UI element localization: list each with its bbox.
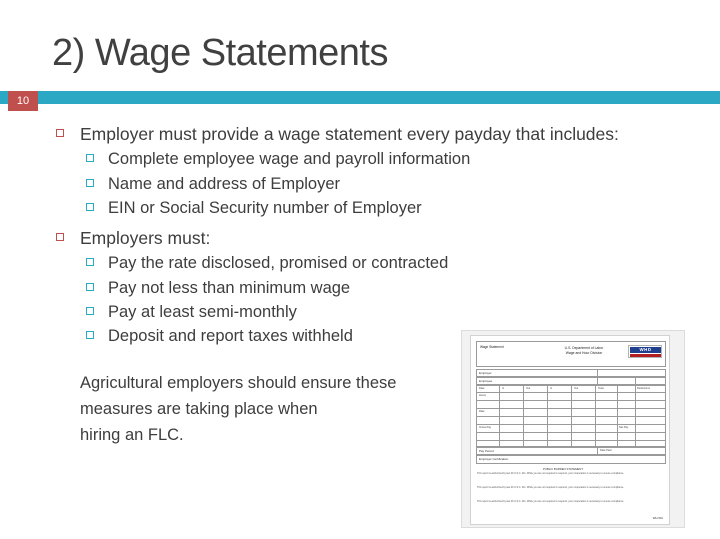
field-label: Employer bbox=[479, 371, 492, 375]
form-page bbox=[470, 335, 670, 525]
bullet-text: Complete employee wage and payroll information bbox=[108, 150, 471, 169]
bullet-level2 bbox=[50, 197, 670, 219]
square-bullet-icon bbox=[86, 258, 94, 266]
bullet-text: Employers must: bbox=[80, 228, 211, 249]
square-bullet-icon bbox=[86, 203, 94, 211]
bullet-level2 bbox=[50, 173, 670, 195]
divider bbox=[499, 386, 500, 446]
closing-line-2: measures are taking place when bbox=[80, 399, 318, 418]
bullet-text: Pay the rate disclosed, promised or contracted bbox=[108, 254, 449, 273]
closing-paragraph bbox=[50, 370, 470, 448]
form-hours-table bbox=[476, 385, 666, 447]
column-header: In bbox=[502, 387, 505, 390]
row-label: Rate bbox=[479, 410, 485, 413]
field-label: Employee bbox=[479, 379, 493, 383]
form-agency bbox=[549, 346, 619, 356]
form-field-employee bbox=[476, 377, 666, 385]
spacer bbox=[50, 221, 670, 228]
divider bbox=[635, 386, 636, 446]
closing-line-1: Agricultural employers should ensure these bbox=[80, 373, 397, 392]
wage-statement-form-image bbox=[462, 331, 684, 527]
bullet-level2 bbox=[50, 148, 670, 170]
slide-number: 10 bbox=[8, 91, 38, 111]
row-label: Hours bbox=[479, 394, 486, 397]
form-field-employer bbox=[476, 369, 666, 377]
square-bullet-icon bbox=[86, 331, 94, 339]
square-bullet-icon bbox=[86, 154, 94, 162]
bullet-level2 bbox=[50, 301, 670, 323]
column-header: Deductions bbox=[637, 387, 650, 390]
column-header: Total bbox=[598, 387, 604, 390]
form-title bbox=[480, 345, 532, 349]
form-header bbox=[476, 341, 666, 367]
form-agency-name: U.S. Department of Labor bbox=[564, 346, 604, 350]
footer-note: This report is authorized by law 29 U.S.C. 211. While you are not required to respond, your cooperation is necessary to ensure compliance. bbox=[477, 472, 625, 475]
bullet-level1 bbox=[50, 124, 670, 145]
divider bbox=[571, 386, 572, 446]
square-bullet-icon bbox=[86, 307, 94, 315]
field-label: Pay Period bbox=[479, 449, 494, 453]
bullet-text: EIN or Social Security number of Employer bbox=[108, 198, 422, 217]
divider bbox=[547, 386, 548, 446]
bullet-text: Pay not less than minimum wage bbox=[108, 278, 351, 297]
column-header: Out bbox=[526, 387, 531, 390]
form-field-pay-period bbox=[476, 447, 666, 455]
field-label: Date Paid bbox=[600, 449, 612, 452]
bullet-text: Name and address of Employer bbox=[108, 174, 341, 193]
square-bullet-icon bbox=[86, 179, 94, 187]
closing-line-3: hiring an FLC. bbox=[80, 425, 184, 444]
field-label: Employer Certification bbox=[479, 457, 509, 461]
footer-note: This report is authorized by law 29 U.S.C. 211. While you are not required to respond, your cooperation is necessary to ensure compliance. bbox=[477, 486, 625, 489]
agency-logo-icon bbox=[628, 345, 662, 358]
divider bbox=[595, 386, 596, 446]
page-title: 2) Wage Statements bbox=[52, 32, 388, 74]
divider bbox=[523, 386, 524, 446]
row-label: Net Pay bbox=[619, 426, 629, 429]
bullet-text: Employer must provide a wage statement every payday that includes: bbox=[80, 124, 619, 144]
bullet-text: Deposit and report taxes withheld bbox=[108, 327, 353, 346]
divider bbox=[617, 386, 618, 446]
form-field-signature bbox=[476, 455, 666, 464]
form-title-text: Wage Statement bbox=[480, 345, 504, 349]
square-bullet-icon bbox=[56, 129, 64, 137]
disclosure-heading: PUBLIC BURDEN STATEMENT bbox=[543, 467, 583, 471]
column-header: Out bbox=[574, 387, 579, 390]
bullet-text: Pay at least semi-monthly bbox=[108, 303, 297, 322]
bullet-level2 bbox=[50, 277, 670, 299]
form-agency-sub: Wage and Hour Division bbox=[565, 351, 603, 356]
bullet-level2 bbox=[50, 252, 670, 274]
square-bullet-icon bbox=[56, 233, 64, 241]
column-header: Date bbox=[479, 387, 485, 390]
form-id: WH-501 bbox=[652, 516, 663, 520]
square-bullet-icon bbox=[86, 283, 94, 291]
accent-bar bbox=[0, 91, 720, 104]
logo-stripe bbox=[630, 354, 661, 357]
footer-note: This report is authorized by law 29 U.S.C. 211. While you are not required to respond, your cooperation is necessary to ensure compliance. bbox=[477, 500, 625, 503]
column-header: In bbox=[550, 387, 553, 390]
logo-text: WHD bbox=[630, 347, 661, 353]
bullet-level1 bbox=[50, 228, 670, 249]
row-label: Gross Pay bbox=[479, 426, 492, 429]
